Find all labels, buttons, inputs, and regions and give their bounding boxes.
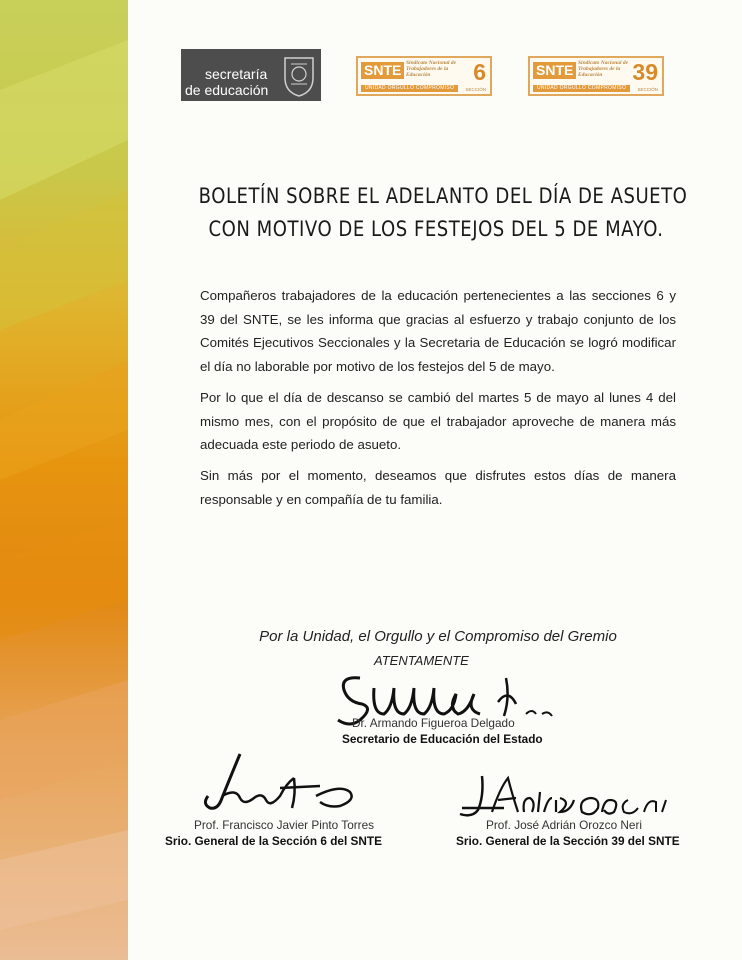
body-paragraph-2: Por lo que el día de descanso se cambió del martes 5 de mayo al lunes 4 del mismo mes, con el propósito de que el trabajador aproveche de manera más adecuada este periodo de asueto. <box>200 390 676 452</box>
section-number: 39 <box>632 59 658 85</box>
signatory-right-name: Prof. José Adrián Orozco Neri <box>486 818 643 832</box>
snte-brand: SNTE <box>361 62 404 79</box>
snte-brand: SNTE <box>533 62 576 79</box>
logo-line2: de educación <box>185 82 269 98</box>
snte-fullname: Sindicato Nacional de Trabajadores de la Educación <box>406 60 457 78</box>
signature-right <box>452 768 678 822</box>
signatory-left-role: Srio. General de la Sección 6 del SNTE <box>165 834 383 848</box>
atentamente-label: ATENTAMENTE <box>374 653 469 668</box>
snte-seccion-6-logo <box>356 56 492 96</box>
signatory-right-role: Srio. General de la Sección 39 del SNTE <box>456 834 680 848</box>
closing-motto: Por la Unidad, el Orgullo y el Compromiso del Gremio <box>259 628 617 645</box>
secretaria-educacion-logo <box>181 49 321 101</box>
decorative-color-stripe <box>0 0 128 960</box>
title-line1: BOLETÍN SOBRE EL ADELANTO DEL DÍA DE ASUETO <box>198 184 688 208</box>
body-paragraph-1: Compañeros trabajadores de la educación pertenecientes a las secciones 6 y 39 del SNTE, se les informa que gracias al esfuerzo y trabajo conjunto de los Comités Ejecutivos Seccionales y la Secretaria de Educación se logró modificar el día no laborable por motivo de los festejos del 5 de mayo. <box>200 288 676 374</box>
section-label: SECCIÓN <box>637 87 658 92</box>
snte-motto: UNIDAD ORGULLO COMPROMISO <box>361 85 458 92</box>
section-number: 6 <box>473 59 486 85</box>
snte-motto: UNIDAD ORGULLO COMPROMISO <box>533 85 630 92</box>
signatory-main-name: Dr. Armando Figueroa Delgado <box>352 716 515 730</box>
logo-line1: secretaría <box>205 66 268 82</box>
signatory-left-name: Prof. Francisco Javier Pinto Torres <box>194 818 375 832</box>
section-label: SECCIÓN <box>465 87 486 92</box>
snte-fullname: Sindicato Nacional de Trabajadores de la Educación <box>578 60 629 78</box>
state-seal-icon <box>279 52 319 98</box>
signatory-main-role: Secretario de Educación del Estado <box>342 732 543 746</box>
body-paragraph-3: Sin más por el momento, deseamos que disfrutes estos días de manera responsable y en compañía de tu familia. <box>200 468 676 507</box>
signature-left <box>200 748 370 828</box>
snte-seccion-39-logo <box>528 56 664 96</box>
title-line2: CON MOTIVO DE LOS FESTEJOS DEL 5 DE MAYO. <box>208 217 664 241</box>
bulletin-title <box>198 180 688 246</box>
